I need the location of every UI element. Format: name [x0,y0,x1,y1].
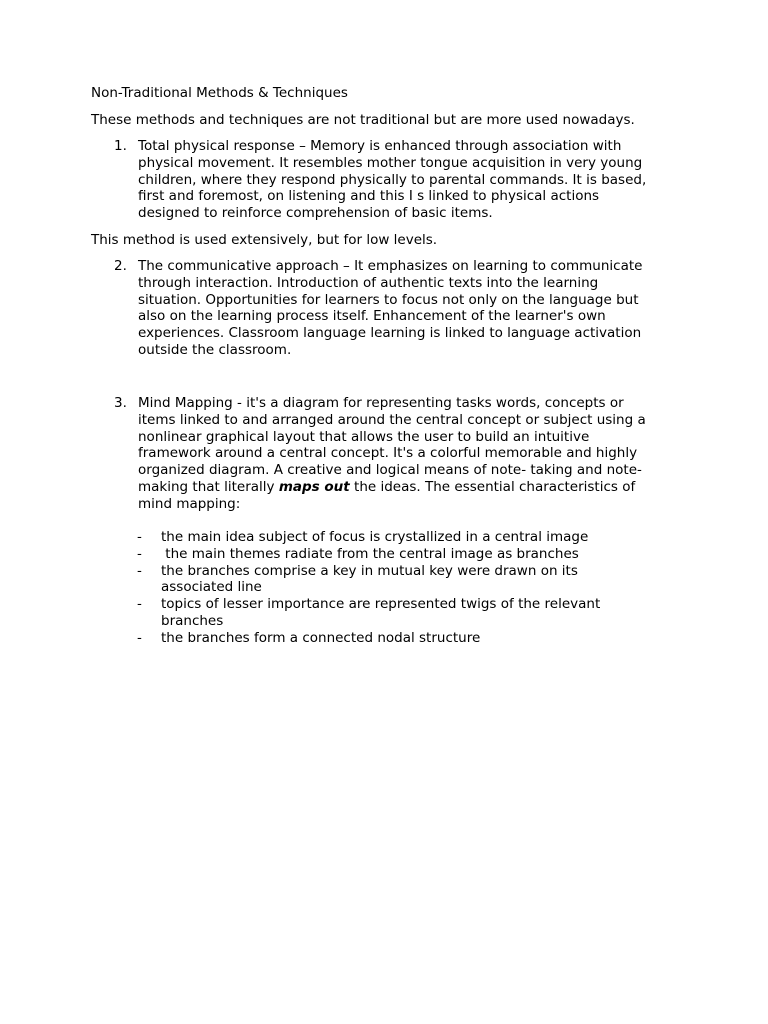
bullet-dash: - [137,562,142,579]
list-item-text [138,258,684,359]
text-line: the branches form a connected nodal structure [161,629,481,646]
bullet-item [137,529,657,546]
characteristics-list [137,529,657,647]
text-line: Mind Mapping - it's a diagram for representing tasks words, concepts or [138,395,624,411]
text-line: associated line [161,579,262,596]
bullet-dash: - [137,629,142,646]
text-line: The communicative approach – It emphasizes on learning to communicate [138,258,643,274]
bullet-dash: - [137,529,142,545]
text-line [138,479,684,496]
document-title: Non-Traditional Methods & Techniques [91,85,348,101]
emphasized-text: maps out [278,478,350,495]
list-item-number: 1. [114,138,127,154]
intro-paragraph: These methods and techniques are not traditional but are more used nowadays. [91,112,635,128]
text-line: framework around a central concept. It's a colorful memorable and highly [138,445,638,462]
text-line: the branches comprise a key in mutual key were drawn on its [161,562,578,579]
text-line: situation. Opportunities for learners to focus not only on the language but [138,291,639,308]
bullet-item [137,596,657,630]
text-line: items linked to and arranged around the central concept or subject using a [138,411,646,428]
text-line: designed to reinforce comprehension of basic items. [138,205,493,222]
text-line: the main themes radiate from the central image as branches [161,545,579,562]
text-line: Total physical response – Memory is enhanced through association with [138,138,622,154]
bullet-dash: - [137,545,142,562]
bullet-item [137,546,657,563]
text-line: children, where they respond physically to parental commands. It is based, [138,171,647,188]
text-line: first and foremost, on listening and this I s linked to physical actions [138,188,600,205]
text-run: the ideas. The essential characteristics of [349,478,636,495]
text-line: nonlinear graphical layout that allows the user to build an intuitive [138,428,590,445]
list-item-number: 3. [114,395,127,411]
text-line: mind mapping: [138,495,241,512]
bullet-item [137,563,657,597]
text-run: making that literally [138,478,279,495]
text-line: branches [161,612,224,629]
text-line: organized diagram. A creative and logical means of note- taking and note- [138,462,642,479]
list-item-text [138,138,684,222]
text-line: through interaction. Introduction of authentic texts into the learning [138,274,599,291]
list-item-text [138,395,684,513]
text-line: physical movement. It resembles mother tongue acquisition in very young [138,154,643,171]
list-item-number: 2. [114,258,127,274]
text-line: outside the classroom. [138,341,292,358]
bullet-item [137,630,657,647]
text-line: the main idea subject of focus is crystallized in a central image [161,529,589,545]
method-note-paragraph: This method is used extensively, but for low levels. [91,232,438,248]
text-line: experiences. Classroom language learning is linked to language activation [138,325,642,342]
bullet-dash: - [137,596,142,613]
text-line: topics of lesser importance are represented twigs of the relevant [161,596,601,613]
text-line: also on the learning process itself. Enhancement of the learner's own [138,308,606,325]
